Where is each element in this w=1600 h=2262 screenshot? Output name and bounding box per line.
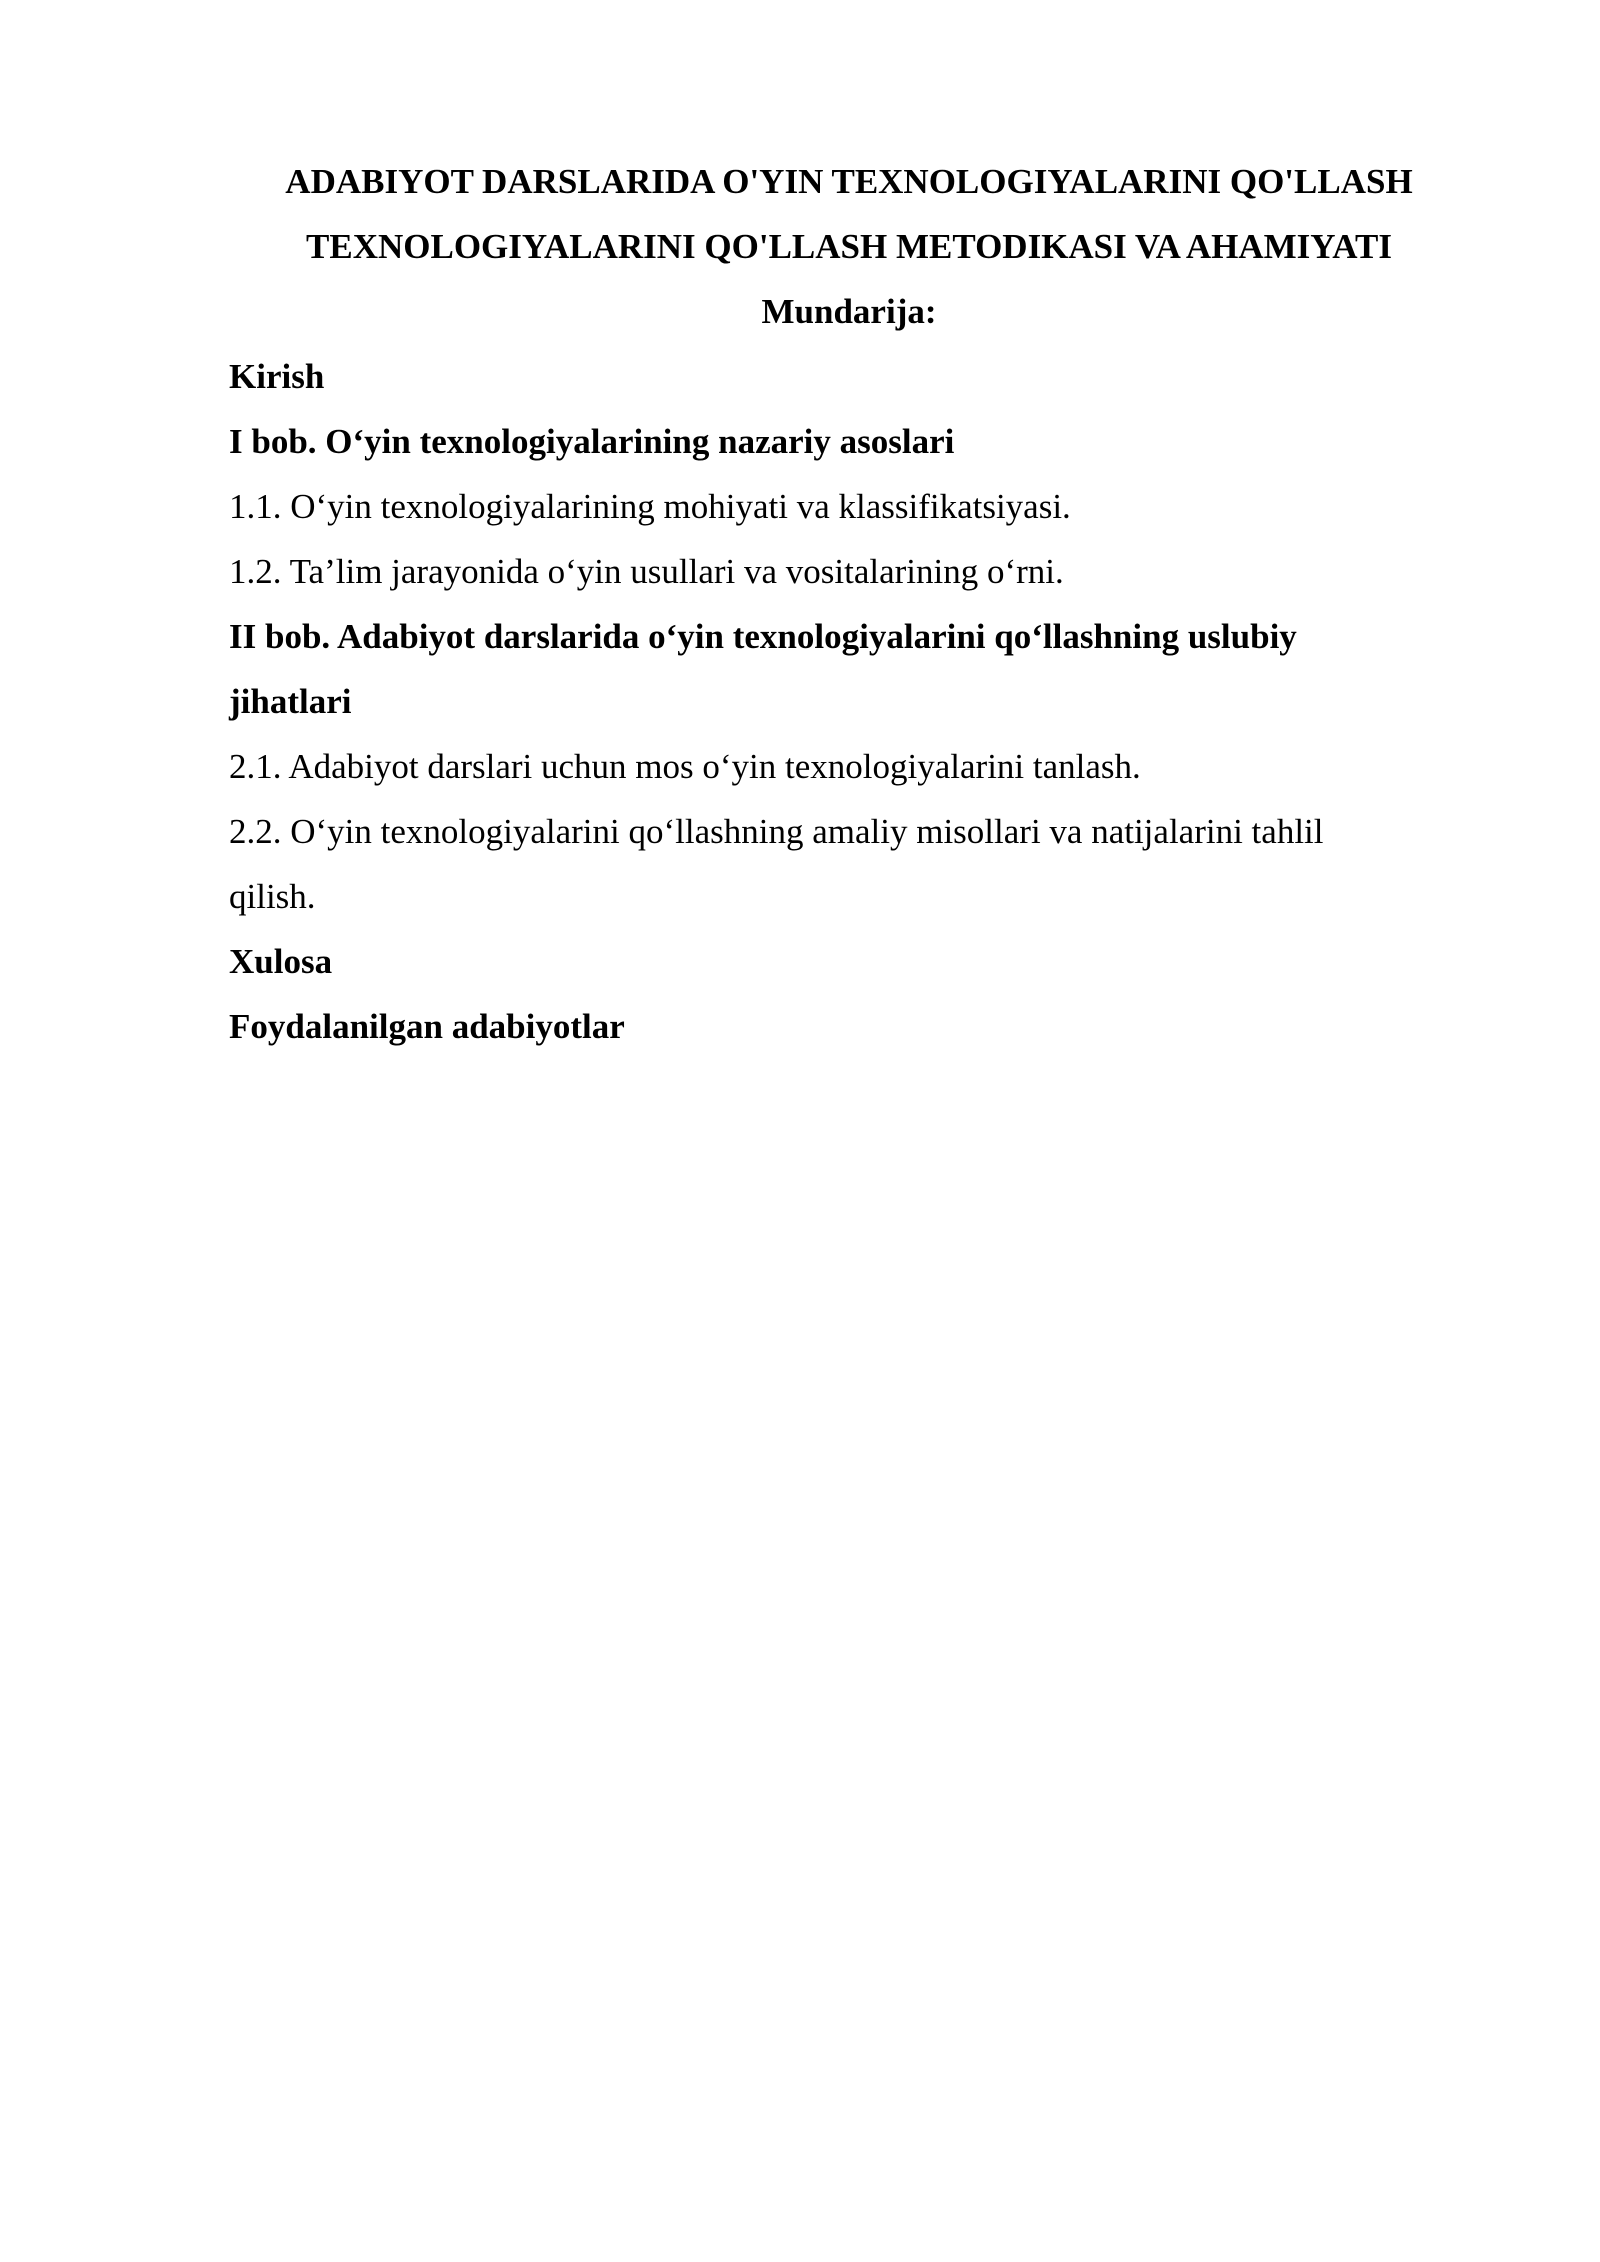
document-title-line-2: TEXNOLOGIYALARINI QO'LLASH METODIKASI VA AHAMIYATI (306, 227, 1392, 266)
toc-item-conclusion: Xulosa (229, 942, 333, 981)
toc-item-section-2-2: 2.2. O‘yin texnologiyalarini qo‘llashning amaliy misollari va natijalarini tahlil (229, 812, 1324, 851)
toc-item-section-2-1: 2.1. Adabiyot darslari uchun mos o‘yin texnologiyalarini tanlash. (229, 747, 1141, 786)
toc-item-section-1-1: 1.1. O‘yin texnologiyalarining mohiyati va klassifikatsiyasi. (229, 487, 1071, 526)
toc-item-chapter-2: II bob. Adabiyot darslarida o‘yin texnologiyalarini qo‘llashning uslubiy (229, 617, 1297, 656)
toc-item-references: Foydalanilgan adabiyotlar (229, 1007, 625, 1046)
toc-item-chapter-2-continued: jihatlari (229, 682, 352, 721)
toc-item-section-1-2: 1.2. Ta’lim jarayonida o‘yin usullari va vositalarining o‘rni. (229, 552, 1064, 591)
toc-item-introduction: Kirish (229, 357, 325, 396)
page-content (229, 149, 1469, 1059)
toc-heading: Mundarija: (761, 292, 937, 331)
document-title-line-1: ADABIYOT DARSLARIDA O'YIN TEXNOLOGIYALARINI QO'LLASH (285, 162, 1413, 201)
toc-item-chapter-1: I bob. O‘yin texnologiyalarining nazariy asoslari (229, 422, 955, 461)
table-of-contents (229, 344, 1469, 1059)
toc-item-section-2-2-continued: qilish. (229, 877, 316, 916)
